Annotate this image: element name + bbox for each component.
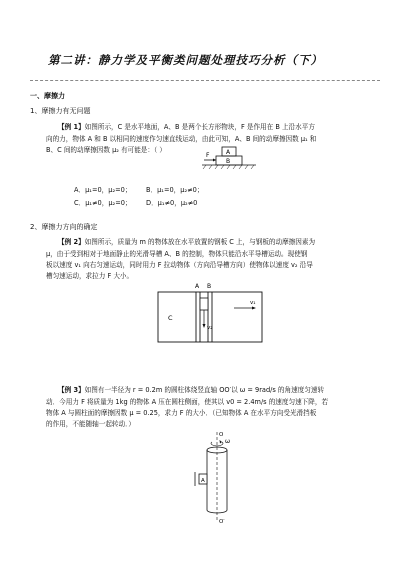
ground-hatch	[203, 165, 254, 169]
steel-plate-c	[158, 292, 262, 342]
v2-label: v₂	[207, 325, 213, 331]
option-d: D．μ₁≠0，μ₂≠0	[146, 199, 198, 207]
rail-b-label: B	[207, 283, 212, 290]
plate-c-label: C	[168, 314, 173, 322]
example-1-line-2: 向的力，物体 A 和 B 以相同的速度作匀速直线运动，由此可知，A、B 间的动摩擦因数 μ₁ 和	[46, 135, 317, 143]
section-heading: 一、摩擦力	[30, 92, 65, 100]
option-b: B．μ₁=0，μ₂≠0；	[146, 186, 204, 194]
example-3-line-3: 物体 A 与圆柱面的摩擦因数 μ = 0.25，求力 F 的大小．（已知物体 A 在水平方向受光滑挡板	[46, 409, 317, 417]
option-c: C．μ₁≠0，μ₂=0；	[74, 199, 132, 207]
axis-top-label: O	[219, 432, 224, 438]
example-3-figure	[185, 428, 245, 526]
example-3-line-4: 的作用，不能随轴一起转动．）	[46, 420, 136, 428]
example-1-line-1: 如图所示，C 是水平地面，A、B 是两个长方形物块，F 是作用在 B 上沿水平方	[84, 123, 315, 131]
rail-a-label: A	[195, 283, 200, 290]
example-2-line-4: 槽匀速运动，求拉力 F 大小。	[46, 272, 134, 280]
omega-label: ω	[225, 438, 231, 445]
example-3-line-1: 如图有一半径为 r = 0.2m 的圆柱体绕竖直轴 OO′以 ω = 9rad/s 的角速度匀速转	[84, 386, 325, 394]
axis-bottom-label: O′	[219, 519, 225, 525]
example-3-line-2: 动．今用力 F 将质量为 1kg 的物体 A 压在圆柱侧面，使其以 v0 = 2.4m/s 的速度匀速下降，若	[46, 398, 329, 406]
object-a-label: A	[201, 478, 205, 484]
force-label: F	[206, 152, 210, 159]
example-1-label: 【例 1】	[58, 123, 85, 131]
block-a-label: A	[226, 149, 231, 156]
v2-arrow-head	[203, 324, 206, 328]
example-2-line-2: μ，由于受到相对于地面静止的光滑导槽 A、B 的控制，物体只能沿水平导槽运动。现使钢	[46, 250, 308, 258]
block-b-label: B	[226, 158, 231, 165]
subsection-heading-2: 2、摩擦力方向的确定	[30, 223, 98, 231]
example-1-text	[58, 122, 378, 133]
title-divider	[30, 80, 380, 81]
example-2-label: 【例 2】	[58, 238, 85, 246]
example-2-text	[58, 237, 378, 248]
option-a: A．μ₁=0，μ₂=0；	[74, 186, 132, 194]
v1-label: v₁	[250, 300, 256, 306]
example-1-figure	[200, 143, 260, 177]
example-1-line-3: B、C 间的动摩擦因数 μ₂ 有可能是：（ ）	[46, 146, 166, 154]
page-title: 第二讲：静力学及平衡类问题处理技巧分析（下）	[48, 53, 323, 67]
example-2-figure	[150, 282, 270, 346]
force-arrow-head	[213, 159, 216, 162]
v1-arrow-head	[252, 307, 256, 310]
example-3-label: 【例 3】	[58, 386, 85, 394]
example-3-text	[58, 385, 378, 396]
subsection-heading-1: 1、摩擦力有无问题	[30, 107, 91, 115]
object-block	[200, 298, 208, 310]
omega-arrow-head	[220, 440, 223, 444]
example-2-line-1: 如图所示，质量为 m 的物体放在水平放置的钢板 C 上，与钢板的动摩擦因素为	[84, 238, 316, 246]
example-2-line-3: 板以速度 v₁ 向右匀速运动，同时用力 F 拉动物体（方向沿导槽方向）使物体以速度 v₂ 沿导	[46, 261, 313, 269]
